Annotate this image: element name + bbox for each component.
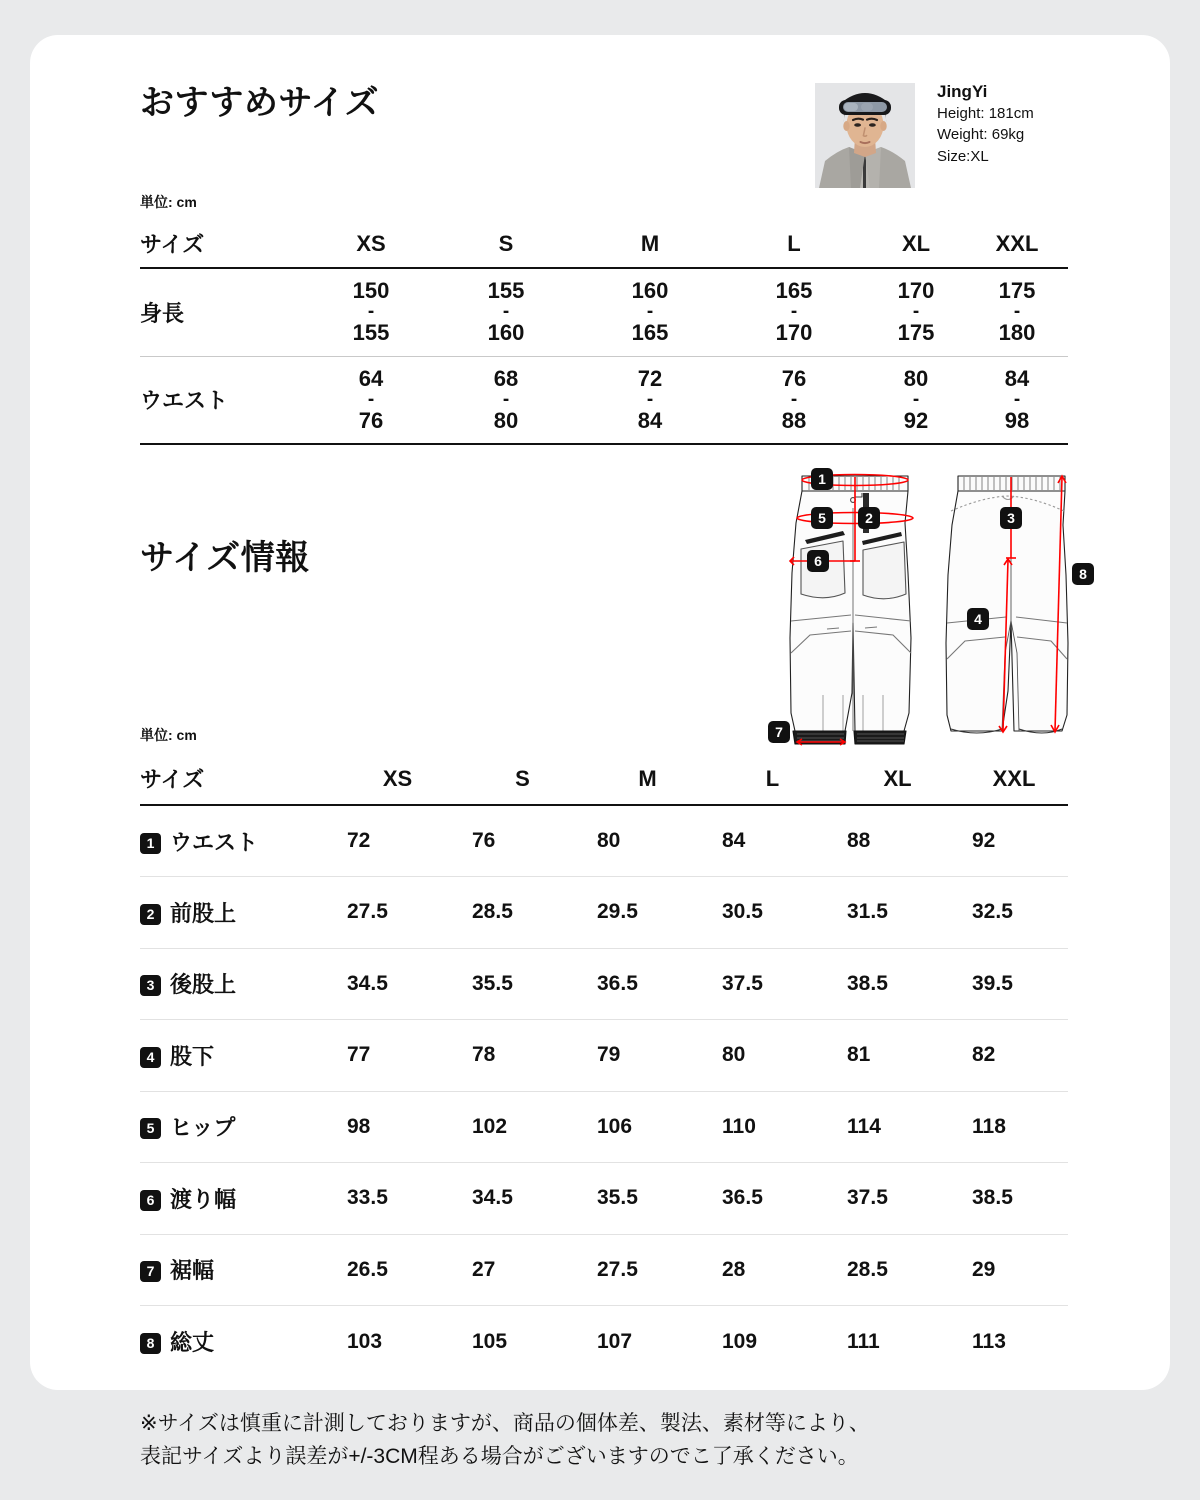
cell-inseam-m: 79: [585, 1020, 710, 1092]
row-label-text: 総丈: [170, 1330, 215, 1355]
col-header-size: サイズ: [140, 753, 335, 805]
disclaimer-line-1: ※サイズは慎重に計測しておりますが、商品の個体差、製法、素材等により、: [140, 1412, 870, 1435]
col-header-s: S: [460, 753, 585, 805]
size-chart-card: [30, 35, 1170, 1390]
svg-text:5: 5: [818, 510, 826, 526]
marker-badge-3: 3: [140, 975, 161, 996]
cell-hem-width-xl: 28.5: [835, 1234, 960, 1306]
col-header-size: サイズ: [140, 220, 308, 268]
table-row: [140, 268, 1068, 356]
cell-hip-m: 106: [585, 1091, 710, 1163]
cell-height-xxl: 175 - 180: [966, 268, 1068, 356]
cell-inseam-l: 80: [710, 1020, 835, 1092]
col-header-m: M: [578, 220, 722, 268]
cell-total-length-xxl: 113: [972, 1329, 1006, 1353]
cell-waist-l: 84: [710, 805, 835, 877]
model-weight: Weight: 69kg: [937, 126, 1025, 144]
marker-8: [1072, 563, 1094, 585]
cell-front-rise-m: 29.5: [585, 877, 710, 949]
table-row: [140, 948, 1068, 1020]
table-header-row: [140, 753, 1068, 805]
cell-height-s: 155 - 160: [434, 268, 578, 356]
table-row: [140, 1163, 1068, 1235]
cell-hip-xxl: 118: [960, 1091, 1068, 1163]
cell-total-length-s: 105: [472, 1329, 508, 1353]
disclaimer-line-2: 表記サイズより誤差が+/-3CM程ある場合がございますのでこ了承ください。: [140, 1444, 859, 1468]
cell-waist-xxl: 92: [960, 805, 1068, 877]
cell-height-m: 160 - 165: [578, 268, 722, 356]
recommended-size-title: おすすめサイズ: [140, 84, 380, 122]
pants-front-view: [790, 476, 911, 744]
model-profile-info: [937, 83, 1034, 167]
row-label-waist: ウエスト: [140, 356, 308, 444]
row-label-text: ウエスト: [170, 829, 259, 855]
cell-waist-xs: 72: [335, 805, 460, 877]
cell-hem-width-s: 27: [460, 1234, 585, 1306]
table-row: [140, 1306, 1068, 1378]
cell-total-length-xl: 111: [847, 1329, 880, 1353]
cell-waist-l: 76 - 88: [722, 356, 866, 444]
cell-back-rise-xs: 34.5: [335, 948, 460, 1020]
cell-hip-s: 102: [460, 1091, 585, 1163]
cell-waist-s: 76: [460, 805, 585, 877]
col-header-xs: XS: [308, 220, 434, 268]
cell-front-rise-xs: 27.5: [335, 877, 460, 949]
marker-badge-7: 7: [140, 1261, 161, 1282]
cell-thigh-width-s: 34.5: [460, 1163, 585, 1235]
cell-hip-xl: 114: [835, 1091, 960, 1163]
col-header-l: L: [722, 220, 866, 268]
cell-back-rise-xl: 38.5: [835, 948, 960, 1020]
recommended-size-table: [140, 220, 1068, 445]
model-photo: [815, 83, 915, 188]
row-label-thigh-width: [140, 1163, 335, 1235]
marker-badge-6: 6: [140, 1190, 161, 1211]
cell-thigh-width-xs: 33.5: [335, 1163, 460, 1235]
row-label-back-rise: [140, 948, 335, 1020]
cell-inseam-xs: 77: [335, 1020, 460, 1092]
svg-text:2: 2: [865, 510, 873, 526]
cell-thigh-width-xl: 37.5: [835, 1163, 960, 1235]
col-header-xl: XL: [866, 220, 966, 268]
table-row: [140, 805, 1068, 877]
marker-1: [811, 468, 833, 490]
cell-thigh-width-xxl: 38.5: [960, 1163, 1068, 1235]
marker-badge-2: 2: [140, 904, 161, 925]
cell-front-rise-xxl: 32.5: [960, 877, 1068, 949]
table-row: [140, 1234, 1068, 1306]
cell-height-l: 165 - 170: [722, 268, 866, 356]
marker-badge-8: 8: [140, 1333, 161, 1354]
cell-inseam-xxl: 82: [960, 1020, 1068, 1092]
cell-total-length-m: 107: [597, 1329, 633, 1353]
table-row: [140, 877, 1068, 949]
model-height: Height: 181cm: [937, 104, 1034, 122]
marker-badge-5: 5: [140, 1118, 161, 1139]
svg-text:7: 7: [775, 724, 783, 740]
cell-height-xs: 150 - 155: [308, 268, 434, 356]
cell-hem-width-xs: 26.5: [335, 1234, 460, 1306]
cell-back-rise-xxl: 39.5: [960, 948, 1068, 1020]
row-label-text: 渡り幅: [170, 1186, 237, 1212]
cell-back-rise-l: 37.5: [710, 948, 835, 1020]
cell-hip-l: 110: [710, 1091, 835, 1163]
cell-front-rise-s: 28.5: [460, 877, 585, 949]
cell-hem-width-l: 28: [710, 1234, 835, 1306]
cell-height-xl: 170 - 175: [866, 268, 966, 356]
marker-badge-1: 1: [140, 833, 161, 854]
unit-label-size-info: 単位: cm: [140, 727, 197, 743]
cell-back-rise-s: 35.5: [460, 948, 585, 1020]
col-header-l: L: [710, 753, 835, 805]
row-label-inseam: [140, 1020, 335, 1092]
row-label-text: 前股上: [170, 900, 237, 926]
model-size: Size:XL: [937, 148, 989, 166]
cell-waist-s: 68 - 80: [434, 356, 578, 444]
marker-6: [807, 550, 829, 572]
svg-text:3: 3: [1007, 510, 1015, 526]
row-label-front-rise: [140, 877, 335, 949]
row-label-text: 股下: [170, 1043, 215, 1069]
disclaimer-note: [140, 1408, 870, 1473]
marker-4: [967, 608, 989, 630]
row-label-text: 後股上: [170, 972, 237, 998]
cell-thigh-width-m: 35.5: [585, 1163, 710, 1235]
col-header-xxl: XXL: [960, 753, 1068, 805]
size-info-table: [140, 753, 1068, 1377]
row-label-waist: [140, 805, 335, 877]
model-profile: [815, 83, 1145, 195]
cell-hem-width-m: 27.5: [585, 1234, 710, 1306]
row-label-text: ヒップ: [170, 1115, 236, 1141]
cell-waist-xl: 80 - 92: [866, 356, 966, 444]
cell-total-length-l: 109: [722, 1329, 758, 1353]
marker-3: [1000, 507, 1022, 529]
col-header-xs: XS: [335, 753, 460, 805]
cell-waist-m: 80: [585, 805, 710, 877]
table-row: [140, 1091, 1068, 1163]
marker-5: [811, 507, 833, 529]
svg-text:8: 8: [1079, 566, 1087, 582]
svg-text:6: 6: [814, 553, 822, 569]
row-label-hip: [140, 1091, 335, 1163]
pants-measurement-diagram: [765, 463, 1105, 753]
marker-badge-4: 4: [140, 1047, 161, 1068]
cell-back-rise-m: 36.5: [585, 948, 710, 1020]
table-row: [140, 1020, 1068, 1092]
svg-text:4: 4: [974, 611, 982, 627]
table-header-row: [140, 220, 1068, 268]
col-header-xl: XL: [835, 753, 960, 805]
row-label-text: 裾幅: [170, 1258, 215, 1284]
marker-2: [858, 507, 880, 529]
col-header-m: M: [585, 753, 710, 805]
row-label-hem-width: [140, 1234, 335, 1306]
cell-waist-m: 72 - 84: [578, 356, 722, 444]
cell-front-rise-xl: 31.5: [835, 877, 960, 949]
col-header-xxl: XXL: [966, 220, 1068, 268]
table-row: [140, 356, 1068, 444]
cell-hip-xs: 98: [335, 1091, 460, 1163]
col-header-s: S: [434, 220, 578, 268]
pants-diagram-svg: [765, 463, 1105, 753]
marker-7: [768, 721, 790, 743]
size-info-title: サイズ情報: [140, 539, 310, 577]
row-label-height: 身長: [140, 268, 308, 356]
cell-waist-xl: 88: [835, 805, 960, 877]
model-portrait-image: [815, 83, 915, 188]
cell-waist-xs: 64 - 76: [308, 356, 434, 444]
cell-hem-width-xxl: 29: [960, 1234, 1068, 1306]
model-name: JingYi: [937, 82, 988, 101]
svg-text:1: 1: [818, 471, 826, 487]
cell-total-length-xs: 103: [347, 1329, 383, 1353]
row-label-total-length: [140, 1306, 335, 1378]
unit-label-recommended: 単位: cm: [140, 194, 197, 210]
cell-waist-xxl: 84 - 98: [966, 356, 1068, 444]
cell-thigh-width-l: 36.5: [710, 1163, 835, 1235]
cell-front-rise-l: 30.5: [710, 877, 835, 949]
cell-inseam-xl: 81: [835, 1020, 960, 1092]
cell-inseam-s: 78: [460, 1020, 585, 1092]
